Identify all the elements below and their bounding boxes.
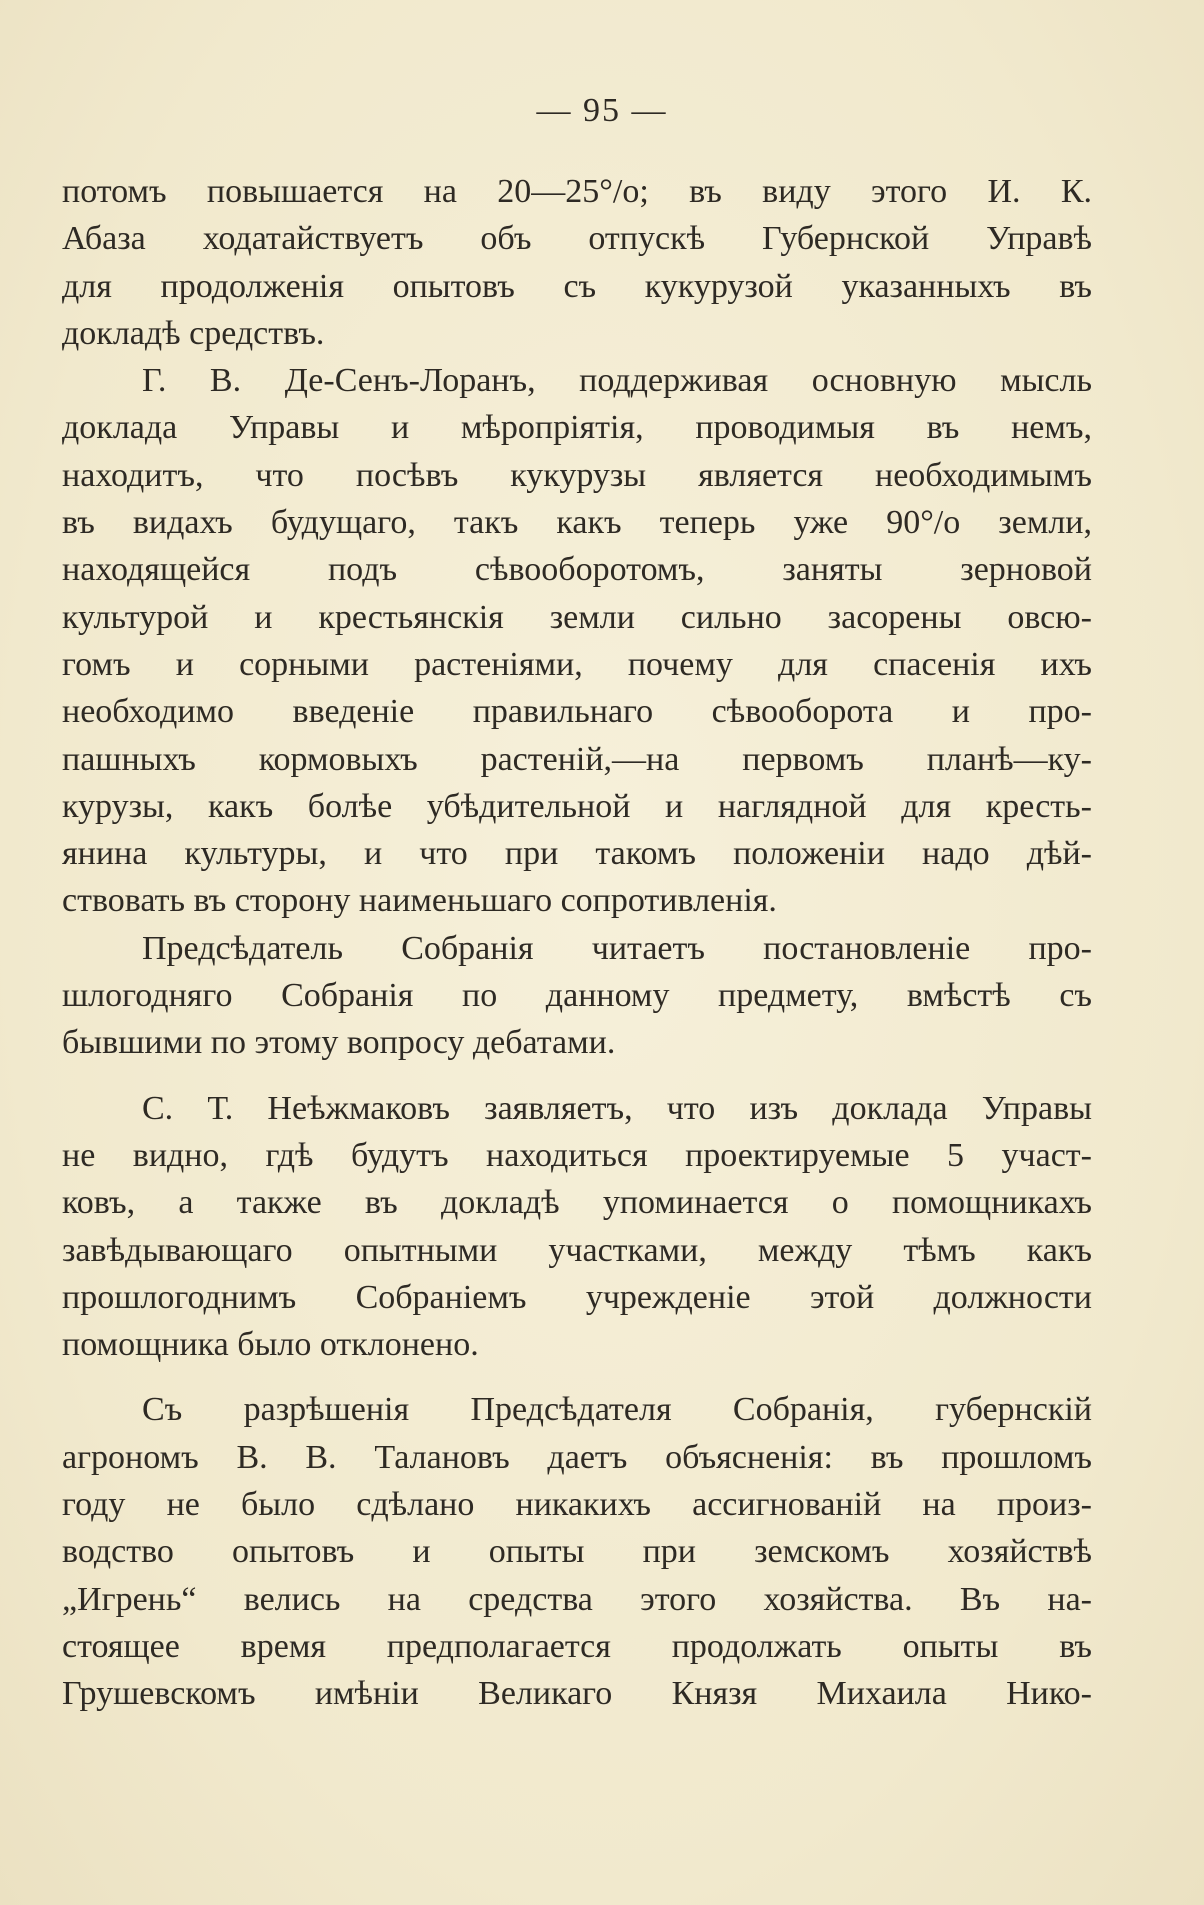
text-line: ковъ, а также въ докладѣ упоминается о помощникахъ <box>62 1184 1092 1222</box>
paragraph-gap <box>62 1067 1092 1085</box>
text-line: курузы, какъ болѣе убѣдительной и наглядной для кресть- <box>62 787 1092 825</box>
paragraph <box>62 168 1092 357</box>
text-line: С. Т. Неѣжмаковъ заявляетъ, что изъ доклада Управы <box>142 1089 1092 1127</box>
text-line: ствовать въ сторону наименьшаго сопротивленія. <box>62 882 777 920</box>
paragraph <box>62 1386 1092 1717</box>
text-line: шлогодняго Собранія по данному предмету, вмѣстѣ съ <box>62 977 1092 1015</box>
text-line: янина культуры, и что при такомъ положеніи надо дѣй- <box>62 835 1092 873</box>
text-line: въ видахъ будущаго, такъ какъ теперь уже 90°/о земли, <box>62 504 1092 542</box>
text-line: доклада Управы и мѣропріятія, проводимыя въ немъ, <box>62 409 1092 447</box>
text-line: потомъ повышается на 20—25°/о; въ виду этого И. К. <box>62 173 1092 210</box>
text-line: стоящее время предполагается продолжать опыты въ <box>62 1627 1092 1665</box>
text-line: находитъ, что посѣвъ кукурузы является необходимымъ <box>62 456 1092 494</box>
text-line: не видно, гдѣ будутъ находиться проектируемые 5 участ- <box>62 1136 1092 1174</box>
text-line: помощника было отклонено. <box>62 1326 479 1364</box>
text-line: завѣдывающаго опытными участками, между тѣмъ какъ <box>62 1231 1092 1269</box>
text-line: пашныхъ кормовыхъ растеній,—на первомъ планѣ—ку- <box>62 740 1092 778</box>
text-line: необходимо введеніе правильнаго сѣвооборота и про- <box>62 693 1092 731</box>
paragraph <box>62 1085 1092 1369</box>
text-line: водство опытовъ и опыты при земскомъ хозяйствѣ <box>62 1533 1092 1571</box>
text-line: Предсѣдатель Собранія читаетъ постановленіе про- <box>142 929 1092 967</box>
paragraph <box>62 925 1092 1067</box>
text-line: прошлогоднимъ Собраніемъ учрежденіе этой должности <box>62 1278 1092 1316</box>
text-body <box>62 168 1092 1718</box>
text-line: Грушевскомъ имѣніи Великаго Князя Михаила Нико- <box>62 1675 1092 1713</box>
text-line: культурой и крестьянскія земли сильно засорены овсю- <box>62 598 1092 636</box>
text-line: агрономъ В. В. Талановъ даетъ объясненія: въ прошломъ <box>62 1438 1092 1476</box>
text-line: находящейся подъ сѣвооборотомъ, заняты зерновой <box>62 551 1092 589</box>
text-line: году не было сдѣлано никакихъ ассигнованій на произ- <box>62 1486 1092 1524</box>
text-line: Г. В. Де-Сенъ-Лоранъ, поддерживая основную мысль <box>142 362 1092 400</box>
text-line: „Игрень“ велись на средства этого хозяйства. Въ на- <box>62 1580 1092 1618</box>
text-line: для продолженія опытовъ съ кукурузой указанныхъ въ <box>62 267 1092 305</box>
paragraph-gap <box>62 1368 1092 1386</box>
paragraph <box>62 357 1092 925</box>
text-line: Абаза ходатайствуетъ объ отпускѣ Губернской Управѣ <box>62 220 1092 258</box>
text-line: гомъ и сорными растеніями, почему для спасенія ихъ <box>62 645 1092 683</box>
page-number: — 95 — <box>536 92 668 129</box>
text-line: докладѣ средствъ. <box>62 314 325 352</box>
text-line: бывшими по этому вопросу дебатами. <box>62 1024 616 1062</box>
text-line: Съ разрѣшенія Предсѣдателя Собранія, губернскій <box>142 1391 1092 1429</box>
